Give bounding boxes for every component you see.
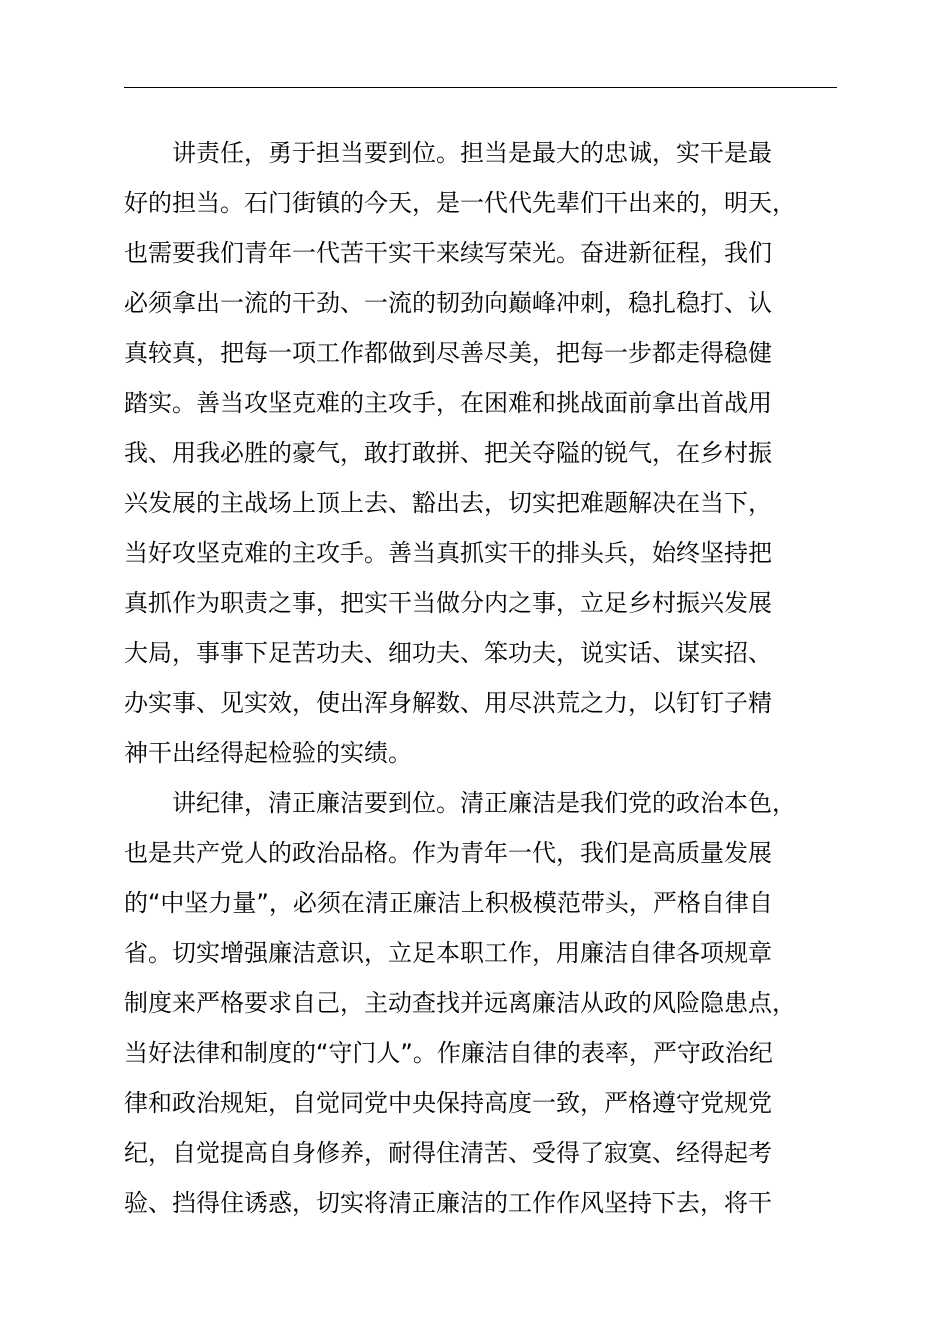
text-line: 省。切实增强廉洁意识，立足本职工作，用廉洁自律各项规章 xyxy=(124,939,772,967)
text-line: 神干出经得起检验的实绩。 xyxy=(124,739,412,767)
text-line: 当好攻坚克难的主攻手。善当真抓实干的排头兵，始终坚持把 xyxy=(124,539,772,567)
text-line: 也需要我们青年一代苦干实干来续写荣光。奋进新征程，我们 xyxy=(124,239,772,267)
text-line: 讲责任，勇于担当要到位。担当是最大的忠诚，实干是最 xyxy=(172,139,772,167)
text-line: 真较真，把每一项工作都做到尽善尽美，把每一步都走得稳健 xyxy=(124,339,772,367)
paragraph-responsibility xyxy=(124,128,860,778)
text-line: 大局，事事下足苦功夫、细功夫、笨功夫，说实话、谋实招、 xyxy=(124,639,772,667)
text-line: 办实事、见实效，使出浑身解数、用尽洪荒之力，以钉钉子精 xyxy=(124,689,772,717)
text-line: 当好法律和制度的“守门人”。作廉洁自律的表率，严守政治纪 xyxy=(124,1039,773,1067)
text-line: 必须拿出一流的干劲、一流的韧劲向巅峰冲刺，稳扎稳打、认 xyxy=(124,289,772,317)
text-line: 律和政治规矩，自觉同党中央保持高度一致，严格遵守党规党 xyxy=(124,1089,772,1117)
text-line: 我、用我必胜的豪气，敢打敢拼、把关夺隘的锐气，在乡村振 xyxy=(124,439,772,467)
text-line: 也是共产党人的政治品格。作为青年一代，我们是高质量发展 xyxy=(124,839,772,867)
text-line: 真抓作为职责之事，把实干当做分内之事，立足乡村振兴发展 xyxy=(124,589,772,617)
text-line: 验、挡得住诱惑，切实将清正廉洁的工作作风坚持下去，将干 xyxy=(124,1189,772,1217)
header-rule xyxy=(124,87,837,88)
paragraph-discipline xyxy=(124,778,860,1228)
text-line: 制度来严格要求自己，主动查找并远离廉洁从政的风险隐患点， xyxy=(124,989,796,1017)
text-line: 纪，自觉提高自身修养，耐得住清苦、受得了寂寞、经得起考 xyxy=(124,1139,772,1167)
text-line: 的“中坚力量”，必须在清正廉洁上积极模范带头，严格自律自 xyxy=(124,889,773,917)
text-line: 讲纪律，清正廉洁要到位。清正廉洁是我们党的政治本色， xyxy=(172,789,796,817)
document-body xyxy=(124,128,860,1228)
text-line: 兴发展的主战场上顶上去、豁出去，切实把难题解决在当下， xyxy=(124,489,772,517)
text-line: 踏实。善当攻坚克难的主攻手，在困难和挑战面前拿出首战用 xyxy=(124,389,772,417)
text-line: 好的担当。石门街镇的今天，是一代代先辈们干出来的，明天， xyxy=(124,189,796,217)
